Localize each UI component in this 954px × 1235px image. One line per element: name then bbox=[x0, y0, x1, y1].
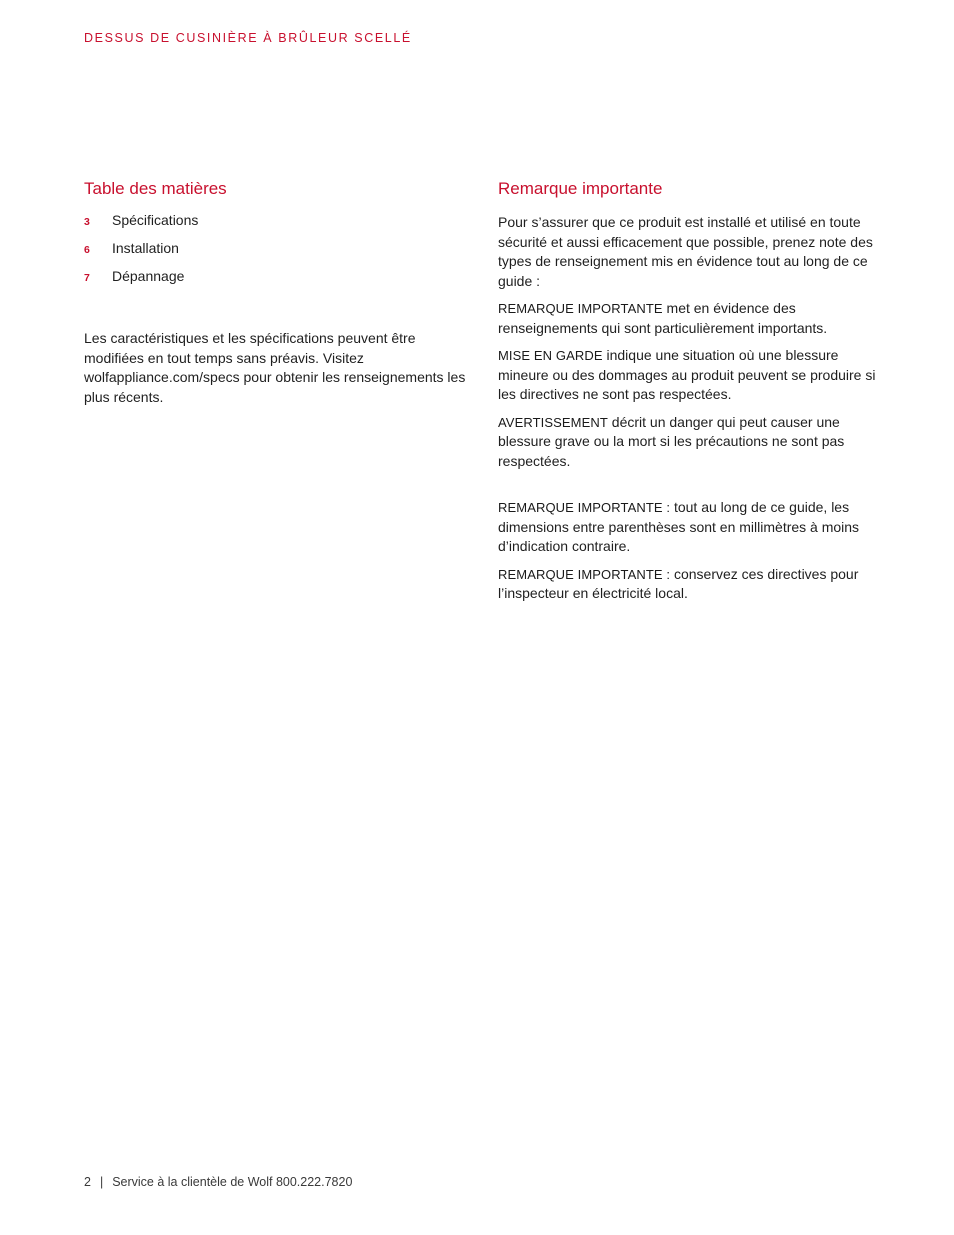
note-term: REMARQUE IMPORTANTE : bbox=[498, 566, 671, 582]
running-header: DESSUS DE CUSINIÈRE À BRÛLEUR SCELLÉ bbox=[84, 31, 412, 45]
definition-important-note bbox=[498, 299, 883, 338]
toc-label: Dépannage bbox=[112, 268, 185, 284]
definition-warning bbox=[498, 413, 883, 472]
definition-caution bbox=[498, 346, 883, 405]
page-number: 2 bbox=[84, 1175, 91, 1189]
customer-service-contact: Service à la clientèle de Wolf 800.222.7820 bbox=[112, 1175, 353, 1189]
toc-page-number: 6 bbox=[84, 244, 90, 256]
toc-page-number: 7 bbox=[84, 272, 90, 284]
toc-item-specifications[interactable] bbox=[84, 212, 469, 240]
definition-text: met en évidence des renseignements qui sont particulièrement importants. bbox=[498, 300, 828, 336]
toc-item-installation[interactable] bbox=[84, 240, 469, 268]
table-of-contents-column bbox=[84, 178, 469, 407]
note-term: REMARQUE IMPORTANTE : bbox=[498, 500, 671, 515]
toc-label: Installation bbox=[112, 240, 179, 256]
toc-title: Table des matières bbox=[84, 179, 227, 198]
important-note-title: Remarque importante bbox=[498, 179, 663, 198]
toc-page-number: 3 bbox=[84, 216, 90, 228]
important-intro: Pour s’assurer que ce produit est installé et utilisé en toute sécurité et aussi efficacement que possible, prenez note des types de renseignement mis en évidence tout au long de ce guide : bbox=[498, 214, 873, 289]
definition-term: AVERTISSEMENT bbox=[498, 414, 608, 430]
note-dimensions bbox=[498, 498, 883, 557]
footer-separator: | bbox=[99, 1175, 104, 1189]
definition-term: REMARQUE IMPORTANTE bbox=[498, 301, 663, 316]
note-text: conservez ces directives pour l’inspecteur en électricité local. bbox=[498, 565, 859, 601]
definition-term: MISE EN GARDE bbox=[498, 348, 603, 363]
note-text: tout au long de ce guide, les dimensions entre parenthèses sont en millimètres à moins d’indication contraire. bbox=[498, 499, 860, 554]
toc-label: Spécifications bbox=[112, 212, 199, 228]
toc-item-troubleshooting[interactable] bbox=[84, 268, 469, 296]
important-note-column bbox=[498, 178, 883, 604]
definition-text: indique une situation où une blessure mineure ou des dommages au produit peuvent se produire si les directives ne sont pas respectées. bbox=[498, 347, 876, 402]
definition-text: décrit un danger qui peut causer une blessure grave ou la mort si les précautions ne sont pas respectées. bbox=[498, 413, 845, 469]
toc-list bbox=[84, 212, 469, 296]
note-keep-instructions bbox=[498, 565, 883, 604]
page-footer bbox=[84, 1175, 352, 1189]
specifications-note: Les caractéristiques et les spécifications peuvent être modifiées en tout temps sans préavis. Visitez wolfappliance.com/specs pour obtenir les renseignements les plus récents. bbox=[84, 330, 466, 405]
